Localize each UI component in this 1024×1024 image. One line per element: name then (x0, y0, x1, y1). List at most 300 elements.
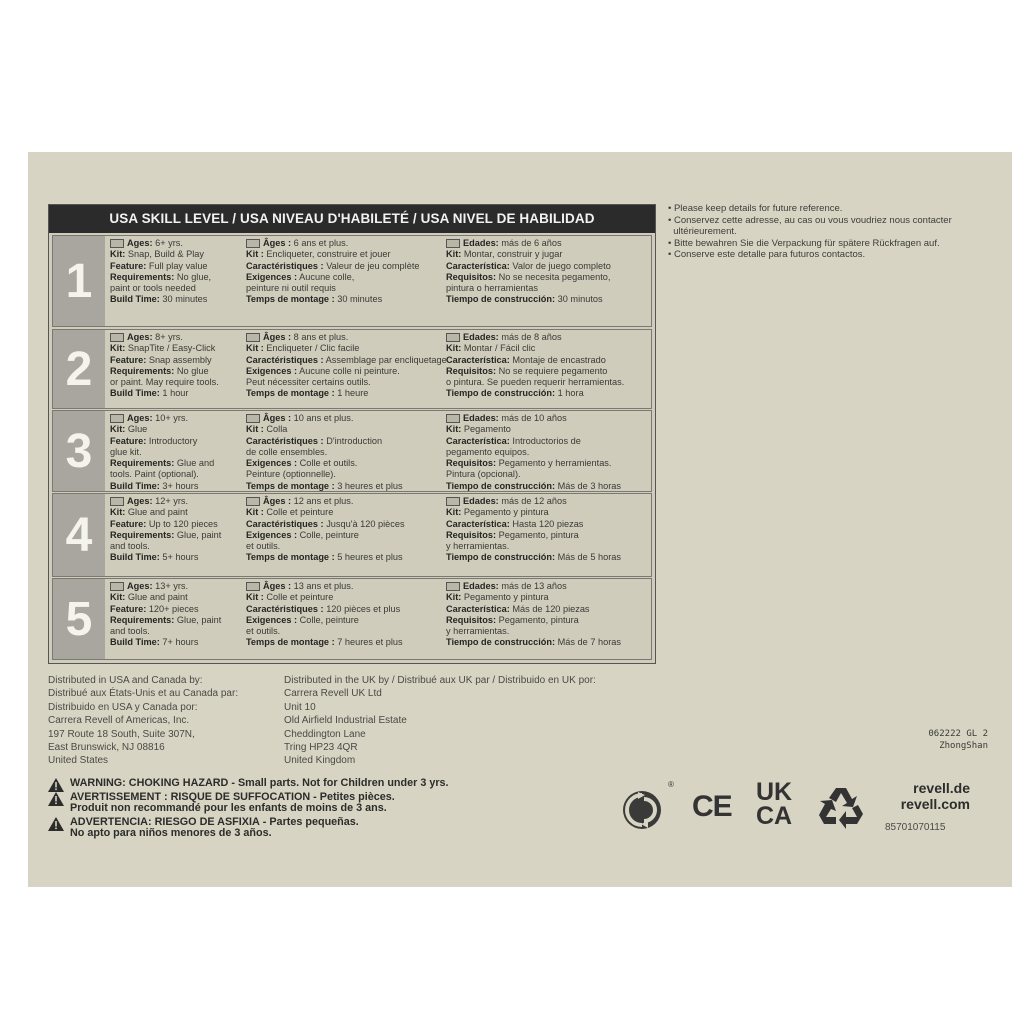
skill-value: 10+ yrs. (155, 413, 189, 423)
registered-mark: ® (668, 780, 674, 789)
skill-line (446, 413, 651, 424)
skill-value: and tools. (110, 626, 150, 637)
skill-value: y herramientas. (446, 626, 510, 637)
skill-line (446, 355, 651, 366)
skill-key: Temps de montage : (246, 552, 335, 563)
skill-line (110, 592, 240, 603)
skill-value: Valeur de jeu complète (326, 260, 420, 271)
skill-line (110, 626, 240, 637)
skill-line (246, 294, 446, 305)
skill-key: Requirements: (110, 271, 175, 282)
ce-mark: CE (692, 790, 732, 823)
skill-key: Ages: (127, 238, 153, 248)
skill-line (246, 283, 446, 294)
skill-value: Montar, construir y jugar (463, 249, 563, 260)
skill-level-row (52, 410, 652, 492)
skill-key: Temps de montage : (246, 294, 335, 305)
skill-value: Pegamento, pintura (498, 529, 579, 540)
skill-line (110, 458, 240, 469)
skill-value: 13 ans et plus. (293, 581, 354, 591)
skill-line (446, 541, 651, 552)
skill-value: Glue and paint (127, 592, 188, 603)
skill-line (446, 366, 651, 377)
skill-key: Caractéristiques : (246, 260, 324, 271)
skill-value: Pegamento, pintura (498, 614, 579, 625)
warning-triangle-icon (48, 817, 64, 831)
skill-column-es (446, 238, 651, 306)
skill-value: Colla (266, 424, 288, 435)
language-flag-icon (446, 239, 460, 248)
distributor-uk (284, 674, 596, 768)
ukca-top: UK (756, 778, 793, 806)
skill-line (110, 541, 240, 552)
skill-value: Colle, peinture (299, 529, 359, 540)
skill-value: tools. Paint (optional). (110, 469, 199, 480)
skill-value: Colle et peinture (266, 592, 334, 603)
skill-line (446, 469, 651, 480)
skill-line (446, 626, 651, 637)
skill-value: Hasta 120 piezas (512, 518, 584, 529)
warning-triangle-icon (48, 792, 64, 806)
skill-value: Montar / Fácil clic (463, 343, 536, 354)
skill-value: Peinture (optionnelle). (246, 469, 336, 480)
production-code-line: 062222 GL 2 (928, 729, 988, 739)
skill-line (246, 592, 446, 603)
skill-value: peinture ni outil requis (246, 283, 336, 294)
language-flag-icon (110, 333, 124, 342)
warning-text: - Partes pequeñas. (262, 815, 359, 828)
skill-column-es (446, 332, 651, 400)
skill-value: Glue, paint (176, 614, 222, 625)
skill-value: Colle et peinture (266, 507, 334, 518)
skill-line (246, 481, 446, 492)
skill-value: Pegamento y pintura (463, 592, 549, 603)
skill-line (246, 637, 446, 648)
skill-column-fr (246, 238, 446, 306)
website-de: revell.de (913, 780, 970, 796)
skill-key: Build Time: (110, 294, 160, 305)
skill-key: Ages: (127, 332, 153, 342)
skill-value: Glue, paint (176, 529, 222, 540)
skill-value: et outils. (246, 541, 281, 552)
language-flag-icon (246, 414, 260, 423)
skill-line (246, 626, 446, 637)
skill-line (446, 519, 651, 530)
skill-key: Kit: (446, 249, 462, 260)
distributor-line: United Kingdom (284, 755, 356, 767)
skill-value: Colle et outils. (299, 458, 358, 469)
skill-line (246, 530, 446, 541)
distributor-line: Old Airfield Industrial Estate (284, 715, 407, 727)
distributor-line: Cheddington Lane (284, 728, 366, 740)
skill-value: 13+ yrs. (155, 581, 189, 591)
skill-value: Encliqueter, construire et jouer (266, 249, 391, 260)
skill-line (110, 581, 240, 592)
ukca-mark (756, 780, 806, 828)
warning-title: WARNING: (70, 777, 126, 789)
skill-line (246, 355, 446, 366)
skill-key: Kit: (446, 343, 462, 354)
warnings-block (48, 778, 608, 842)
warning-title: AVERTISSEMENT : (70, 790, 168, 803)
skill-key: Exigences : (246, 458, 298, 469)
skill-line (446, 424, 651, 435)
ukca-bottom: CA (756, 802, 793, 830)
skill-line (446, 552, 651, 563)
skill-value: No se requiere pegamento (498, 365, 608, 376)
skill-line (446, 249, 651, 260)
skill-key: Exigences : (246, 529, 298, 540)
distributor-line: Distributed in the UK by / Distribué aux UK par / Distribuido en UK por: (284, 675, 596, 686)
skill-key: Âges : (263, 332, 292, 342)
skill-key: Build Time: (110, 480, 160, 491)
skill-key: Kit: (110, 249, 126, 260)
skill-key: Característica: (446, 603, 510, 614)
skill-key: Kit: (446, 424, 462, 435)
skill-column-en (110, 413, 240, 492)
skill-value: más de 12 años (501, 496, 567, 506)
skill-key: Feature: (110, 518, 147, 529)
skill-value: Más de 3 horas (557, 480, 621, 491)
skill-table-header: USA SKILL LEVEL / USA NIVEAU D'HABILETÉ / USA NIVEL DE HABILIDAD (49, 205, 655, 233)
warning-text: - Petites pièces. (313, 790, 395, 803)
language-flag-icon (446, 582, 460, 591)
skill-line (246, 615, 446, 626)
warning-text: - Small parts. Not for Children under 3 yrs. (231, 777, 449, 789)
skill-line (446, 447, 651, 458)
skill-key: Build Time: (110, 388, 160, 399)
distributor-line: Unit 10 (284, 701, 316, 713)
skill-line (246, 377, 446, 388)
skill-key: Característica: (446, 354, 510, 365)
skill-value: Más de 5 horas (557, 552, 621, 563)
skill-key: Build Time: (110, 552, 160, 563)
skill-value: más de 13 años (501, 581, 567, 591)
skill-key: Kit: (110, 592, 126, 603)
language-flag-icon (246, 333, 260, 342)
language-flag-icon (110, 582, 124, 591)
production-code (898, 728, 988, 752)
skill-value: Glue and (176, 458, 215, 469)
warning-hazard: RIESGO DE ASFIXIA (154, 815, 260, 828)
skill-key: Caractéristiques : (246, 603, 324, 614)
skill-line (246, 332, 446, 343)
skill-line (110, 519, 240, 530)
skill-key: Kit : (246, 424, 264, 435)
skill-value: Introductorios de (512, 435, 581, 446)
skill-line (246, 388, 446, 399)
skill-value: Assemblage par encliquetage (325, 354, 447, 365)
skill-value: Snap assembly (148, 354, 212, 365)
skill-column-fr (246, 581, 446, 649)
note-line: • Conservez cette adresse, au cas ou vous voudriez nous contacter (668, 214, 952, 226)
skill-value: de colle ensembles. (246, 446, 328, 457)
skill-line (246, 249, 446, 260)
skill-line (110, 530, 240, 541)
skill-line (246, 469, 446, 480)
distributor-line: Tring HP23 4QR (284, 742, 358, 754)
skill-key: Âges : (263, 581, 292, 591)
skill-value: o pintura. Se pueden requerir herramientas. (446, 377, 625, 388)
skill-key: Kit : (246, 343, 264, 354)
skill-line (110, 377, 240, 388)
skill-value: 1 hora (557, 388, 584, 399)
skill-key: Tiempo de construcción: (446, 480, 556, 491)
skill-key: Requirements: (110, 365, 175, 376)
skill-key: Requisitos: (446, 271, 497, 282)
skill-key: Temps de montage : (246, 637, 335, 648)
skill-value: Up to 120 pieces (148, 518, 218, 529)
skill-value: 120+ pieces (148, 603, 199, 614)
warning-item (48, 817, 608, 840)
skill-value: or paint. May require tools. (110, 377, 219, 388)
skill-value: 30 minutes (337, 294, 383, 305)
distributor-line: Carrera Revell of Americas, Inc. (48, 715, 190, 727)
skill-line (110, 249, 240, 260)
skill-value: Snap, Build & Play (127, 249, 204, 260)
skill-value: glue kit. (110, 446, 142, 457)
distributor-line: Distribuido en USA y Canada por: (48, 701, 198, 713)
skill-line (246, 507, 446, 518)
skill-key: Requirements: (110, 529, 175, 540)
language-flag-icon (110, 414, 124, 423)
skill-value: 12 ans et plus. (293, 496, 354, 506)
skill-line (110, 261, 240, 272)
skill-value: pintura o herramientas (446, 283, 538, 294)
skill-key: Kit : (246, 249, 264, 260)
skill-line (246, 424, 446, 435)
skill-column-fr (246, 413, 446, 492)
skill-line (246, 272, 446, 283)
skill-line (446, 615, 651, 626)
skill-line (110, 355, 240, 366)
skill-line (246, 447, 446, 458)
skill-level-number: 4 (53, 494, 105, 576)
skill-value: paint or tools needed (110, 283, 196, 294)
skill-level-row (52, 493, 652, 577)
language-flag-icon (110, 239, 124, 248)
note-line: • Please keep details for future reference. (668, 203, 843, 214)
skill-line (446, 377, 651, 388)
skill-value: más de 10 años (501, 413, 567, 423)
skill-column-es (446, 413, 651, 492)
language-flag-icon (446, 497, 460, 506)
skill-value: Pintura (opcional). (446, 469, 521, 480)
skill-value: 5 heures et plus (337, 552, 403, 563)
skill-line (246, 552, 446, 563)
language-flag-icon (246, 239, 260, 248)
skill-line (446, 581, 651, 592)
skill-value: Encliqueter / Clic facile (266, 343, 360, 354)
skill-line (446, 238, 651, 249)
skill-value: No glue (176, 365, 209, 376)
green-dot-icon (620, 786, 674, 834)
skill-line (446, 637, 651, 648)
skill-value: 6 ans et plus. (293, 238, 349, 248)
skill-value: 30 minutes (162, 294, 208, 305)
distributor-line: East Brunswick, NJ 08816 (48, 742, 165, 754)
skill-key: Ages: (127, 496, 153, 506)
skill-line (110, 366, 240, 377)
distributor-usa (48, 674, 238, 768)
production-code-location: ZhongShan (939, 741, 988, 751)
skill-level-row (52, 578, 652, 660)
skill-value: Glue (127, 424, 148, 435)
skill-value: Más de 120 piezas (512, 603, 590, 614)
skill-line (110, 469, 240, 480)
skill-key: Tiempo de construcción: (446, 294, 556, 305)
skill-key: Edades: (463, 581, 499, 591)
distributor-line: United States (48, 755, 109, 767)
skill-line (446, 294, 651, 305)
skill-key: Âges : (263, 413, 292, 423)
skill-key: Tiempo de construcción: (446, 552, 556, 563)
recycle-icon (816, 782, 866, 832)
skill-line (110, 283, 240, 294)
skill-value: 8 ans et plus. (293, 332, 349, 342)
skill-value: más de 8 años (501, 332, 562, 342)
skill-key: Característica: (446, 260, 510, 271)
skill-value: 120 pièces et plus (326, 603, 401, 614)
skill-key: Caractéristiques : (246, 518, 324, 529)
skill-key: Requisitos: (446, 458, 497, 469)
skill-key: Característica: (446, 435, 510, 446)
skill-column-fr (246, 332, 446, 400)
skill-key: Feature: (110, 435, 147, 446)
skill-line (110, 343, 240, 354)
skill-value: 1 heure (337, 388, 369, 399)
skill-value: Aucune colle ni peinture. (299, 365, 400, 376)
skill-line (110, 604, 240, 615)
skill-key: Feature: (110, 354, 147, 365)
skill-line (110, 496, 240, 507)
skill-key: Exigences : (246, 365, 298, 376)
skill-line (110, 238, 240, 249)
skill-key: Kit: (446, 507, 462, 518)
skill-column-en (110, 238, 240, 306)
skill-key: Edades: (463, 332, 499, 342)
skill-value: Más de 7 horas (557, 637, 621, 648)
warning-triangle-icon (48, 778, 64, 792)
skill-column-es (446, 581, 651, 649)
skill-value: 7+ hours (162, 637, 199, 648)
skill-line (110, 447, 240, 458)
skill-column-en (110, 496, 240, 564)
warning-text-2: Produit non recommandé pour les enfants de moins de 3 ans. (70, 802, 387, 814)
skill-key: Feature: (110, 260, 147, 271)
barcode-number: 85701070115 (885, 822, 946, 833)
website-com: revell.com (900, 795, 970, 812)
skill-line (246, 519, 446, 530)
skill-line (110, 413, 240, 424)
language-flag-icon (446, 333, 460, 342)
skill-key: Edades: (463, 496, 499, 506)
skill-key: Temps de montage : (246, 388, 335, 399)
language-flag-icon (246, 582, 260, 591)
distributor-line: 197 Route 18 South, Suite 307N, (48, 728, 195, 740)
skill-key: Caractéristiques : (246, 435, 324, 446)
skill-key: Kit : (246, 507, 264, 518)
skill-column-es (446, 496, 651, 564)
skill-key: Característica: (446, 518, 510, 529)
skill-line (446, 496, 651, 507)
skill-line (446, 343, 651, 354)
skill-level-number: 1 (53, 236, 105, 326)
skill-value: Colle, peinture (299, 614, 359, 625)
skill-key: Requisitos: (446, 365, 497, 376)
skill-key: Âges : (263, 496, 292, 506)
skill-value: D'introduction (326, 435, 383, 446)
skill-key: Âges : (263, 238, 292, 248)
skill-line (246, 436, 446, 447)
skill-value: Aucune colle, (299, 271, 355, 282)
skill-key: Edades: (463, 238, 499, 248)
skill-line (110, 388, 240, 399)
skill-line (246, 238, 446, 249)
skill-line (246, 604, 446, 615)
skill-value: and tools. (110, 541, 150, 552)
skill-level-row (52, 329, 652, 409)
skill-key: Ages: (127, 581, 153, 591)
skill-line (446, 332, 651, 343)
distributor-line: Distribué aux États-Unis et au Canada par: (48, 688, 239, 700)
skill-line (446, 458, 651, 469)
skill-column-en (110, 581, 240, 649)
skill-line (246, 581, 446, 592)
skill-key: Build Time: (110, 637, 160, 648)
note-line: ultérieurement. (668, 226, 737, 237)
skill-key: Kit: (110, 424, 126, 435)
skill-key: Requisitos: (446, 614, 497, 625)
skill-value: pegamento equipos. (446, 446, 530, 457)
skill-line (246, 343, 446, 354)
skill-key: Tiempo de construcción: (446, 637, 556, 648)
language-flag-icon (446, 414, 460, 423)
skill-line (110, 424, 240, 435)
warning-item (48, 792, 608, 815)
skill-value: 1 hour (162, 388, 189, 399)
skill-value: Pegamento y pintura (463, 507, 549, 518)
websites (870, 781, 970, 812)
skill-value: más de 6 años (501, 238, 562, 248)
skill-value: Glue and paint (127, 507, 188, 518)
skill-line (246, 261, 446, 272)
skill-key: Temps de montage : (246, 480, 335, 491)
skill-line (110, 436, 240, 447)
skill-key: Exigences : (246, 614, 298, 625)
skill-value: et outils. (246, 626, 281, 637)
skill-key: Requirements: (110, 614, 175, 625)
skill-line (446, 436, 651, 447)
skill-line (446, 507, 651, 518)
skill-value: 3 heures et plus (337, 480, 403, 491)
skill-value: Valor de juego completo (512, 260, 611, 271)
skill-key: Kit: (110, 343, 126, 354)
skill-value: 10 ans et plus. (293, 413, 354, 423)
skill-line (446, 261, 651, 272)
skill-value: Full play value (148, 260, 208, 271)
note-line: • Conserve este detalle para futuros contactos. (668, 249, 866, 260)
distributor-line: Carrera Revell UK Ltd (284, 688, 382, 700)
language-flag-icon (110, 497, 124, 506)
skill-line (446, 272, 651, 283)
skill-line (110, 552, 240, 563)
skill-value: 30 minutos (557, 294, 603, 305)
warning-text-2: No apto para niños menores de 3 años. (70, 827, 272, 839)
skill-value: No se necesita pegamento, (498, 271, 611, 282)
skill-key: Tiempo de construcción: (446, 388, 556, 399)
skill-value: 8+ yrs. (155, 332, 183, 342)
